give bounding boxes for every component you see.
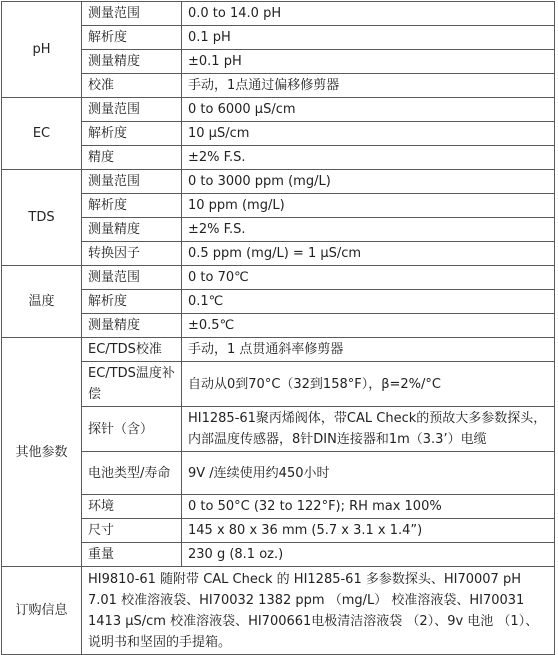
spec-label: 解析度 bbox=[82, 290, 182, 314]
spec-row-ec bbox=[2, 122, 555, 146]
spec-value: 手动，1点通过偏移修剪器 bbox=[182, 74, 555, 98]
category-cell-tds: TDS bbox=[2, 170, 82, 266]
spec-value: 0 to 70℃ bbox=[182, 266, 555, 290]
spec-label: 尺寸 bbox=[82, 519, 182, 543]
spec-value: ±0.1 pH bbox=[182, 50, 555, 74]
spec-label: 测量范围 bbox=[82, 2, 182, 26]
category-cell-other-params: 其他参数 bbox=[2, 338, 82, 567]
spec-value: ±2% F.S. bbox=[182, 218, 555, 242]
spec-label: 测量精度 bbox=[82, 314, 182, 338]
spec-value: 0 to 3000 ppm (mg/L) bbox=[182, 170, 555, 194]
category-cell-temperature: 温度 bbox=[2, 266, 82, 338]
spec-label: EC/TDS温度补偿 bbox=[82, 362, 182, 407]
spec-row-other-params bbox=[2, 543, 555, 567]
spec-value: 0.0 to 14.0 pH bbox=[182, 2, 555, 26]
spec-value: 0.1℃ bbox=[182, 290, 555, 314]
spec-label: 解析度 bbox=[82, 122, 182, 146]
spec-value: ±0.5℃ bbox=[182, 314, 555, 338]
spec-row-tds bbox=[2, 218, 555, 242]
spec-row-tds bbox=[2, 242, 555, 266]
spec-row-tds bbox=[2, 170, 555, 194]
spec-row-other-params bbox=[2, 338, 555, 362]
order-info-row bbox=[2, 567, 555, 655]
spec-label: 电池类型/寿命 bbox=[82, 452, 182, 495]
spec-row-ph bbox=[2, 50, 555, 74]
spec-label: 环境 bbox=[82, 495, 182, 519]
spec-value: 0 to 6000 μS/cm bbox=[182, 98, 555, 122]
spec-value: 0 to 50°C (32 to 122°F); RH max 100% bbox=[182, 495, 555, 519]
spec-label: 解析度 bbox=[82, 194, 182, 218]
spec-label: 转换因子 bbox=[82, 242, 182, 266]
spec-row-ph bbox=[2, 74, 555, 98]
spec-label: 解析度 bbox=[82, 26, 182, 50]
spec-value: 145 x 80 x 36 mm (5.7 x 3.1 x 1.4”) bbox=[182, 519, 555, 543]
spec-value: 自动从0到70°C（32到158°F），β=2%/°C bbox=[182, 362, 555, 407]
spec-row-other-params bbox=[2, 495, 555, 519]
spec-value: 0.5 ppm (mg/L) = 1 μS/cm bbox=[182, 242, 555, 266]
spec-row-ec bbox=[2, 98, 555, 122]
spec-row-temperature bbox=[2, 314, 555, 338]
spec-value: 230 g (8.1 oz.) bbox=[182, 543, 555, 567]
spec-label: 测量精度 bbox=[82, 218, 182, 242]
spec-label: 测量精度 bbox=[82, 50, 182, 74]
spec-value: 10 ppm (mg/L) bbox=[182, 194, 555, 218]
spec-label: 精度 bbox=[82, 146, 182, 170]
spec-label: 重量 bbox=[82, 543, 182, 567]
spec-value: 手动，1 点贯通斜率修剪器 bbox=[182, 338, 555, 362]
spec-value: 0.1 pH bbox=[182, 26, 555, 50]
spec-row-other-params bbox=[2, 519, 555, 543]
category-cell-order-info: 订购信息 bbox=[2, 567, 82, 655]
spec-row-ec bbox=[2, 146, 555, 170]
spec-label: EC/TDS校准 bbox=[82, 338, 182, 362]
spec-value: HI1285-61聚丙烯阀体，带CAL Check的预故大多参数探头，内部温度传感器，8针DIN连接器和1m（3.3’）电缆 bbox=[182, 407, 555, 452]
spec-label: 校准 bbox=[82, 74, 182, 98]
spec-label: 测量范围 bbox=[82, 266, 182, 290]
spec-row-other-params bbox=[2, 407, 555, 452]
spec-label: 测量范围 bbox=[82, 98, 182, 122]
category-cell-ec: EC bbox=[2, 98, 82, 170]
spec-row-ph bbox=[2, 26, 555, 50]
spec-row-temperature bbox=[2, 266, 555, 290]
spec-row-tds bbox=[2, 194, 555, 218]
spec-row-other-params bbox=[2, 362, 555, 407]
spec-value: ±2% F.S. bbox=[182, 146, 555, 170]
spec-row-temperature bbox=[2, 290, 555, 314]
spec-value: 10 μS/cm bbox=[182, 122, 555, 146]
spec-row-other-params bbox=[2, 452, 555, 495]
spec-table bbox=[1, 1, 555, 655]
spec-label: 探针（含） bbox=[82, 407, 182, 452]
spec-label: 测量范围 bbox=[82, 170, 182, 194]
spec-table-body bbox=[2, 2, 555, 655]
spec-value: 9V /连续使用约450小时 bbox=[182, 452, 555, 495]
category-cell-ph: pH bbox=[2, 2, 82, 98]
spec-row-ph bbox=[2, 2, 555, 26]
order-info-text: HI9810-61 随附带 CAL Check 的 HI1285-61 多参数探头、HI70007 pH 7.01 校准溶液袋、HI70032 1382 ppm （mg/L） 校准溶液袋、HI70031 1413 μS/cm 校准溶液袋、HI700661电极清洁溶液袋 （2）、9v 电池 （1）、说明书和坚固的手提箱。 bbox=[82, 567, 555, 655]
